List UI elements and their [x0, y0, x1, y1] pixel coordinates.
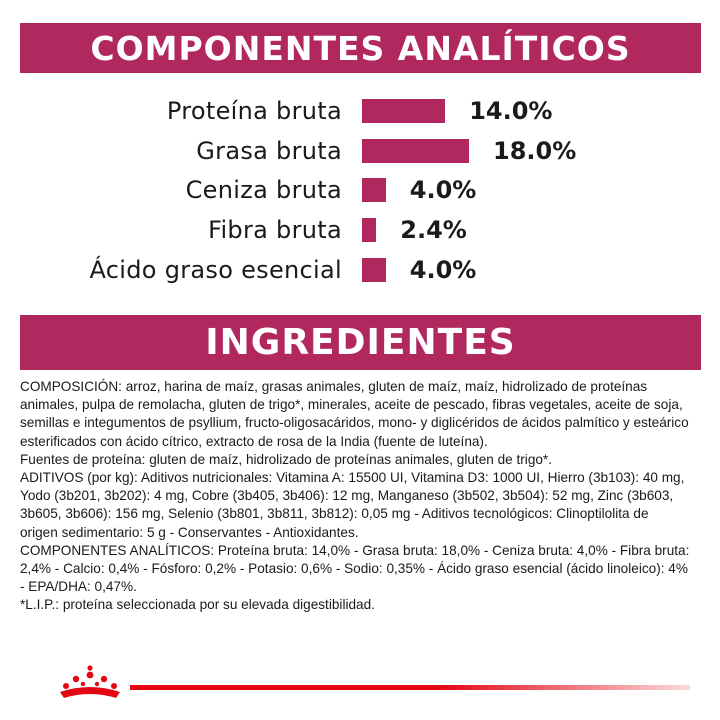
analytics-label: Ácido graso esencial [89, 256, 342, 284]
analytics-row [0, 135, 720, 167]
royal-canin-crown-logo-icon [52, 662, 128, 702]
analytics-value: 4.0% [409, 256, 477, 284]
analytics-bar [362, 178, 386, 202]
analytics-label: Grasa bruta [196, 137, 342, 165]
analytics-value: 14.0% [469, 97, 553, 125]
analytics-bar [362, 218, 376, 242]
protein-sources-paragraph: Fuentes de proteína: gluten de maíz, hidrolizado de proteínas animales, gluten de trigo*. [20, 451, 553, 467]
ingredients-header: INGREDIENTES [20, 315, 701, 370]
additives-paragraph: ADITIVOS (por kg): Aditivos nutricionales: Vitamina A: 15500 UI, Vitamina D3: 1000 UI, Hierro (3b103): 40 mg, Yodo (3b201, 3b202): 4 mg, Cobre (3b405, 3b406): 12 mg, Manganeso (3b502, 3b504): 52 mg, Zinc (3b603, 3b605, 3b606): 156 mg, Selenio (3b801, 3b811, 3b812): 0,05 mg - Aditivos tecnológicos: Clinoptilolita de origen sedimentario: 5 g - Conservantes - Antioxidantes. [20, 470, 685, 540]
analytics-bar [362, 99, 445, 123]
lip-footnote: *L.I.P.: proteína seleccionada por su elevada digestibilidad. [20, 597, 375, 613]
analytics-label: Proteína bruta [166, 97, 342, 125]
analytics-bar [362, 139, 469, 163]
analytics-value: 18.0% [493, 137, 577, 165]
analytics-row [0, 95, 720, 127]
analytics-row [0, 214, 720, 246]
analytics-row [0, 174, 720, 206]
analytics-label: Fibra bruta [208, 216, 342, 244]
analytical-components-paragraph: COMPONENTES ANALÍTICOS: Proteína bruta: 14,0% - Grasa bruta: 18,0% - Ceniza bruta: 4,0% - Fibra bruta: 2,4% - Calcio: 0,4% - Fósforo: 0,2% - Potasio: 0,6% - Sodio: 0,35% - Ácido graso esencial (ácido linoleico): 4% - EPA/DHA: 0,47%. [20, 542, 690, 595]
brand-footer-line [130, 685, 690, 690]
analytics-label: Ceniza bruta [185, 176, 342, 204]
analytics-header: COMPONENTES ANALÍTICOS [20, 23, 701, 73]
analytics-value: 2.4% [400, 216, 467, 244]
composition-paragraph: COMPOSICIÓN: arroz, harina de maíz, grasas animales, gluten de maíz, maíz, hidrolizado de proteínas animales, pulpa de remolacha, gluten de trigo*, minerales, aceite de pescado, fibras vegetales, aceite de soja, semillas e integumentos de psyllium, fructo-oligosacáridos, mono- y diglicéridos de ácidos palmítico y esteárico esterificados con ácido cítrico, extracto de rosa de la India (fuente de luteína). [20, 379, 689, 449]
ingredients-text-block [20, 378, 690, 615]
analytics-row [0, 254, 720, 286]
analytics-bar [362, 258, 386, 282]
analytics-value: 4.0% [409, 176, 477, 204]
